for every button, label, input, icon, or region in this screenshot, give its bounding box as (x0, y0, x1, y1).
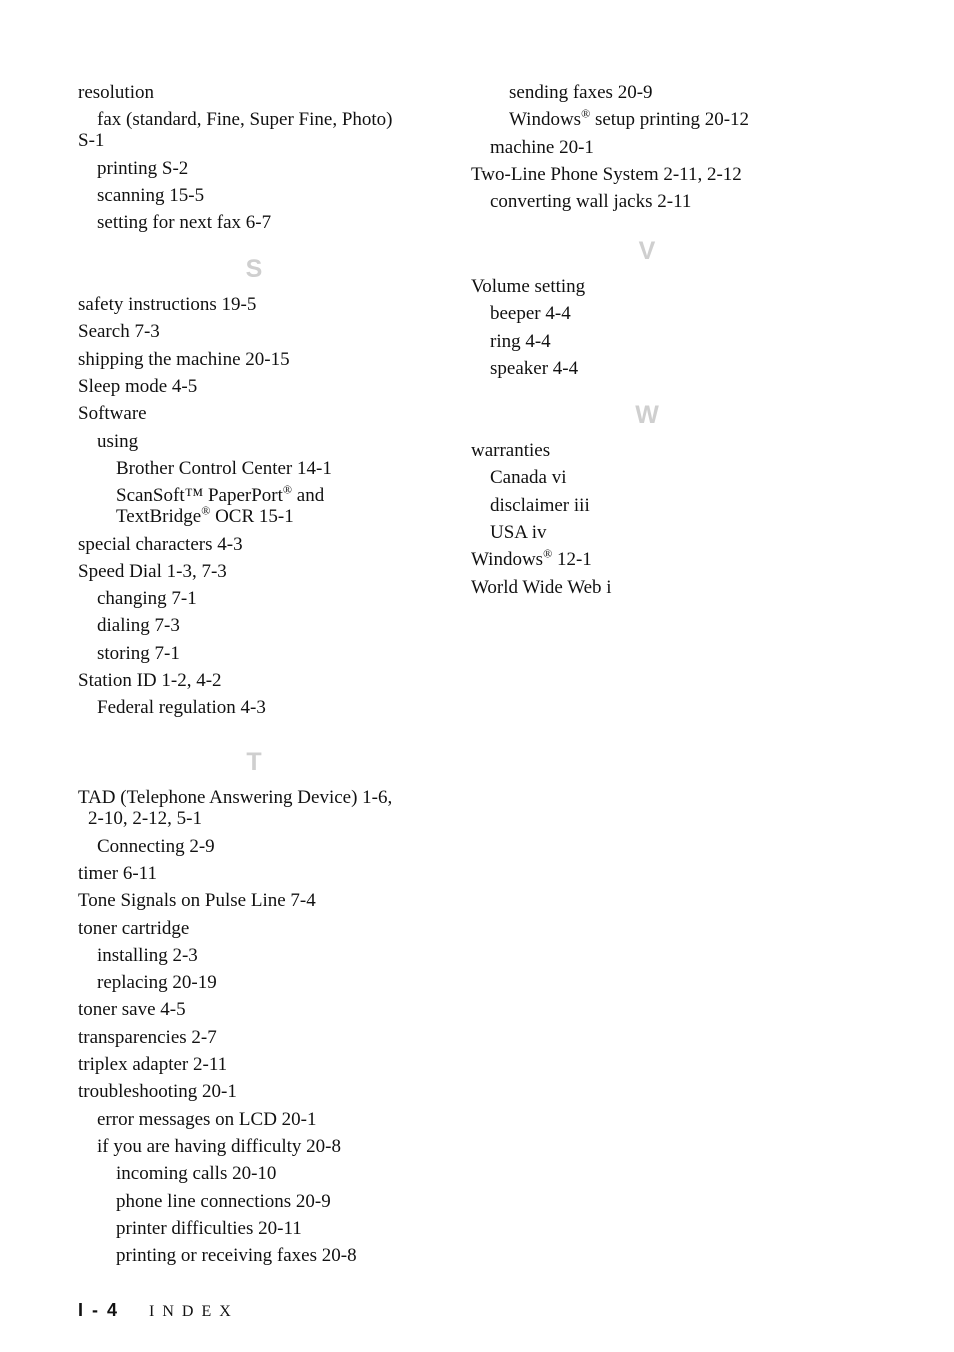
section-letter-t: T (246, 748, 262, 777)
index-subentry: printer difficulties 20-11 (116, 1217, 302, 1239)
index-entry: Windows® 12-1 (471, 546, 592, 571)
index-entry: special characters 4-3 (78, 533, 243, 555)
section-title: INDEX (149, 1303, 239, 1320)
index-entry: toner cartridge (78, 917, 190, 939)
index-subentry: scanning 15-5 (97, 184, 205, 206)
page-number: I - 4 (78, 1300, 120, 1320)
index-entry: Station ID 1-2, 4-2 (78, 670, 222, 692)
index-subentry: phone line connections 20-9 (116, 1190, 331, 1212)
index-entry: Software (78, 403, 147, 425)
index-entry: resolution (78, 82, 154, 103)
index-subentry: beeper 4-4 (490, 303, 571, 325)
index-entry: Sleep mode 4-5 (78, 376, 198, 398)
index-subentry: Connecting 2-9 (97, 835, 215, 857)
index-entry: troubleshooting 20-1 (78, 1081, 237, 1103)
index-entry: Tone Signals on Pulse Line 7-4 (78, 890, 316, 912)
index-entry: World Wide Web i (471, 576, 612, 598)
index-entry: Two-Line Phone System 2-11, 2-12 (471, 163, 742, 185)
index-subentry: replacing 20-19 (97, 972, 217, 994)
index-subentry: installing 2-3 (97, 944, 198, 966)
index-entry: triplex adapter 2-11 (78, 1054, 228, 1076)
index-entry: Search 7-3 (78, 321, 160, 343)
index-subentry: Federal regulation 4-3 (97, 697, 266, 719)
index-subentry: speaker 4-4 (490, 358, 579, 380)
index-entry: transparencies 2-7 (78, 1026, 217, 1048)
index-entry: TAD (Telephone Answering Device) 1-6, 2-10, 2-12, 5-1 (78, 787, 393, 830)
index-entry: Speed Dial 1-3, 7-3 (78, 560, 227, 582)
index-subentry: disclaimer iii (490, 494, 590, 516)
section-letter-s: S (245, 255, 263, 284)
section-letter-w: W (635, 401, 659, 430)
index-subentry: dialing 7-3 (97, 615, 180, 637)
index-subentry: ring 4-4 (490, 330, 551, 352)
index-subentry: sending faxes 20-9 (509, 82, 653, 103)
index-subentry: Windows® setup printing 20-12 (509, 106, 750, 131)
index-subentry: using (97, 430, 139, 452)
index-subentry: setting for next fax 6-7 (97, 212, 272, 234)
index-subentry: ScanSoft™ PaperPort® and TextBridge® OCR 15-1 (116, 482, 325, 528)
index-subentry: printing or receiving faxes 20-8 (116, 1245, 357, 1267)
index-right-column (471, 82, 841, 604)
index-entry: warranties (471, 440, 551, 462)
index-subentry: printing S-2 (97, 157, 189, 179)
index-subentry: fax (standard, Fine, Super Fine, Photo) S-1 (78, 109, 393, 152)
index-left-column (78, 82, 448, 1272)
index-subentry: incoming calls 20-10 (116, 1163, 277, 1185)
index-entry: shipping the machine 20-15 (78, 348, 290, 370)
index-subentry: changing 7-1 (97, 588, 197, 610)
index-subentry: converting wall jacks 2-11 (490, 191, 692, 213)
index-subentry: if you are having difficulty 20-8 (97, 1135, 341, 1157)
index-subentry: Canada vi (490, 467, 567, 489)
index-subentry: USA iv (490, 521, 547, 543)
page-footer (78, 1300, 239, 1321)
index-subentry: storing 7-1 (97, 642, 180, 664)
section-letter-v: V (638, 237, 656, 266)
index-entry: timer 6-11 (78, 862, 157, 884)
index-subentry: Brother Control Center 14-1 (116, 457, 332, 479)
index-subentry: machine 20-1 (490, 136, 594, 158)
index-entry: safety instructions 19-5 (78, 294, 257, 316)
index-entry: Volume setting (471, 276, 586, 298)
index-subentry: error messages on LCD 20-1 (97, 1108, 317, 1130)
index-entry: toner save 4-5 (78, 999, 186, 1021)
